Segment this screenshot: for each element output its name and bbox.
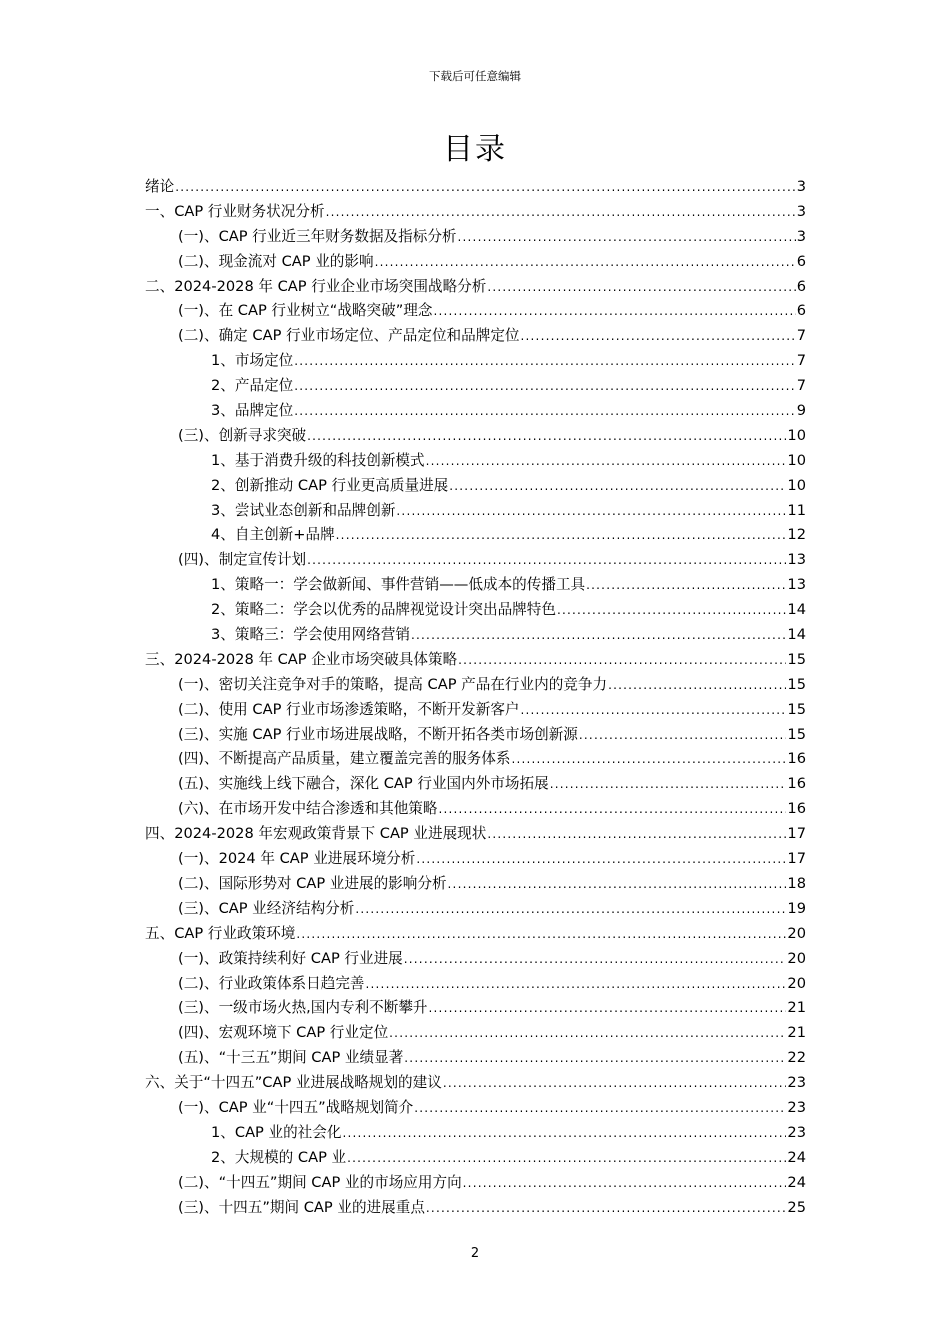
toc-leader-dots	[296, 923, 786, 945]
toc-entry-title: (二)、行业政策体系日趋完善	[178, 974, 365, 992]
toc-leader-dots	[487, 276, 795, 298]
toc-leader-dots	[449, 475, 786, 497]
toc-entry-page: 25	[787, 1198, 806, 1216]
toc-leader-dots	[366, 973, 787, 995]
toc-entry-page: 20	[787, 974, 806, 992]
toc-entry-page: 6	[796, 302, 806, 320]
toc-entry-title: 1、基于消费升级的科技创新模式	[211, 451, 425, 469]
toc-leader-dots	[347, 1147, 786, 1169]
toc-entry[interactable]	[145, 649, 806, 674]
toc-entry-page: 3	[796, 227, 806, 245]
toc-entry-page: 20	[787, 949, 806, 967]
toc-entry[interactable]	[145, 500, 806, 525]
toc-entry[interactable]	[145, 898, 806, 923]
toc-entry[interactable]	[145, 375, 806, 400]
toc-entry-title: 2、创新推动 CAP 行业更高质量进展	[211, 476, 449, 494]
toc-entry-title: (二)、确定 CAP 行业市场定位、产品定位和品牌定位	[178, 327, 520, 345]
toc-leader-dots	[336, 524, 787, 546]
toc-leader-dots	[307, 549, 786, 571]
page-header: 下载后可任意编辑	[429, 69, 521, 83]
toc-entry-page: 15	[787, 675, 806, 693]
toc-entry-page: 21	[787, 1024, 806, 1042]
toc-leader-dots	[521, 325, 796, 347]
toc-leader-dots	[521, 699, 787, 721]
toc-leader-dots	[396, 500, 786, 522]
toc-entry-page: 20	[787, 924, 806, 942]
toc-entry[interactable]	[145, 226, 806, 251]
toc-leader-dots	[433, 300, 795, 322]
toc-entry[interactable]	[145, 1047, 806, 1072]
toc-entry[interactable]	[145, 773, 806, 798]
toc-entry[interactable]	[145, 325, 806, 350]
toc-entry-page: 23	[787, 1098, 806, 1116]
toc-entry-title: (三)、实施 CAP 行业市场进展战略，不断开拓各类市场创新源	[178, 725, 578, 743]
toc-leader-dots	[448, 873, 787, 895]
toc-entry-title: 3、尝试业态创新和品牌创新	[211, 501, 396, 519]
toc-entry-page: 15	[787, 650, 806, 668]
toc-entry[interactable]	[145, 425, 806, 450]
toc-entry[interactable]	[145, 574, 806, 599]
toc-entry-title: (一)、政策持续利好 CAP 行业进展	[178, 949, 403, 967]
toc-entry[interactable]	[145, 699, 806, 724]
toc-leader-dots	[463, 1172, 787, 1194]
toc-entry[interactable]	[145, 923, 806, 948]
toc-entry[interactable]	[145, 400, 806, 425]
toc-entry-title: 六、关于“十四五”CAP 业进展战略规划的建议	[145, 1074, 442, 1092]
toc-entry-title: (三)、一级市场火热,国内专利不断攀升	[178, 999, 428, 1017]
toc-entry[interactable]	[145, 624, 806, 649]
toc-entry-title: 2、产品定位	[211, 377, 294, 395]
toc-entry[interactable]	[145, 549, 806, 574]
toc-entry-page: 7	[796, 352, 806, 370]
toc-entry-page: 22	[787, 1049, 806, 1067]
toc-entry[interactable]	[145, 724, 806, 749]
toc-entry-title: (一)、CAP 行业近三年财务数据及指标分析	[178, 227, 457, 245]
toc-entry-title: (一)、2024 年 CAP 业进展环境分析	[178, 850, 416, 868]
toc-entry[interactable]	[145, 1147, 806, 1172]
toc-entry-page: 7	[796, 377, 806, 395]
toc-leader-dots	[458, 649, 786, 671]
toc-leader-dots	[511, 748, 786, 770]
page-number: 2	[470, 1246, 480, 1261]
toc-entry-page: 16	[787, 775, 806, 793]
toc-leader-dots	[294, 375, 795, 397]
toc-leader-dots	[579, 724, 787, 746]
toc-entry-title: 1、市场定位	[211, 352, 294, 370]
toc-entry[interactable]	[145, 873, 806, 898]
toc-leader-dots	[294, 350, 795, 372]
toc-title: 目录	[443, 132, 507, 167]
toc-entry-page: 14	[787, 626, 806, 644]
toc-entry-page: 13	[787, 551, 806, 569]
toc-leader-dots	[411, 624, 786, 646]
toc-entry-page: 6	[796, 252, 806, 270]
table-of-contents	[145, 176, 806, 1221]
toc-leader-dots	[443, 1072, 787, 1094]
toc-entry-title: 绪论	[145, 178, 175, 195]
toc-leader-dots	[375, 251, 796, 273]
toc-leader-dots	[175, 176, 796, 198]
toc-entry-page: 16	[787, 750, 806, 768]
toc-entry[interactable]	[145, 848, 806, 873]
toc-entry-page: 3	[796, 202, 806, 220]
toc-entry[interactable]	[145, 599, 806, 624]
toc-leader-dots	[586, 574, 786, 596]
toc-entry-title: (四)、制定宣传计划	[178, 551, 307, 569]
toc-entry[interactable]	[145, 1072, 806, 1097]
toc-entry-title: (三)、CAP 业经济结构分析	[178, 899, 355, 917]
toc-entry-title: (四)、不断提高产品质量，建立覆盖完善的服务体系	[178, 750, 511, 768]
toc-entry-title: 二、2024-2028 年 CAP 行业企业市场突围战略分析	[145, 277, 487, 295]
toc-leader-dots	[307, 425, 786, 447]
toc-entry-page: 10	[787, 426, 806, 444]
toc-entry-title: 四、2024-2028 年宏观政策背景下 CAP 业进展现状	[145, 825, 487, 843]
toc-entry[interactable]	[145, 450, 806, 475]
toc-leader-dots	[438, 798, 786, 820]
toc-entry[interactable]	[145, 973, 806, 998]
toc-entry[interactable]	[145, 1097, 806, 1122]
toc-entry[interactable]	[145, 823, 806, 848]
toc-entry[interactable]	[145, 276, 806, 301]
toc-entry-page: 18	[787, 874, 806, 892]
toc-entry-page: 3	[796, 178, 806, 195]
toc-entry-page: 15	[787, 725, 806, 743]
toc-entry-title: (五)、实施线上线下融合，深化 CAP 行业国内外市场拓展	[178, 775, 549, 793]
toc-entry-page: 24	[787, 1148, 806, 1166]
toc-entry-title: (六)、在市场开发中结合渗透和其他策略	[178, 800, 438, 818]
toc-entry-page: 6	[796, 277, 806, 295]
toc-leader-dots	[426, 450, 787, 472]
toc-entry[interactable]	[145, 997, 806, 1022]
toc-entry-page: 17	[787, 850, 806, 868]
toc-leader-dots	[294, 400, 795, 422]
toc-leader-dots	[487, 823, 786, 845]
toc-entry-page: 15	[787, 700, 806, 718]
toc-leader-dots	[404, 1047, 786, 1069]
toc-entry-title: (二)、“十四五”期间 CAP 业的市场应用方向	[178, 1173, 462, 1191]
toc-entry-title: 2、策略二：学会以优秀的品牌视觉设计突出品牌特色	[211, 601, 556, 619]
toc-entry-title: 一、CAP 行业财务状况分析	[145, 202, 325, 220]
toc-entry-title: 三、2024-2028 年 CAP 企业市场突破具体策略	[145, 650, 458, 668]
toc-entry-title: 4、自主创新+品牌	[211, 526, 335, 544]
toc-entry-page: 12	[787, 526, 806, 544]
toc-leader-dots	[429, 997, 787, 1019]
toc-entry-page: 10	[787, 451, 806, 469]
toc-leader-dots	[404, 948, 787, 970]
toc-entry[interactable]	[145, 350, 806, 375]
toc-leader-dots	[550, 773, 787, 795]
toc-entry-page: 19	[787, 899, 806, 917]
toc-leader-dots	[342, 1122, 786, 1144]
toc-entry-title: (四)、宏观环境下 CAP 行业定位	[178, 1024, 389, 1042]
toc-entry[interactable]	[145, 1022, 806, 1047]
toc-entry-page: 24	[787, 1173, 806, 1191]
toc-leader-dots	[414, 1097, 786, 1119]
toc-entry[interactable]	[145, 524, 806, 549]
toc-entry-title: (二)、使用 CAP 行业市场渗透策略，不断开发新客户	[178, 700, 520, 718]
toc-entry-page: 11	[787, 501, 806, 519]
toc-entry-page: 23	[787, 1123, 806, 1141]
toc-entry-title: 3、策略三：学会使用网络营销	[211, 626, 411, 644]
toc-entry-page: 14	[787, 601, 806, 619]
toc-entry[interactable]	[145, 674, 806, 699]
toc-entry[interactable]	[145, 948, 806, 973]
toc-entry[interactable]	[145, 1122, 806, 1147]
toc-leader-dots	[389, 1022, 786, 1044]
toc-entry-title: (一)、在 CAP 行业树立“战略突破”理念	[178, 302, 433, 320]
toc-entry-title: (一)、CAP 业“十四五”战略规划简介	[178, 1098, 414, 1116]
toc-entry[interactable]	[145, 798, 806, 823]
toc-entry[interactable]	[145, 748, 806, 773]
toc-entry-title: (三)、十四五”期间 CAP 业的进展重点	[178, 1198, 425, 1216]
toc-leader-dots	[326, 201, 796, 223]
toc-entry[interactable]	[145, 251, 806, 276]
toc-entry[interactable]	[145, 1172, 806, 1197]
toc-entry-page: 9	[796, 402, 806, 420]
toc-entry-page: 17	[787, 825, 806, 843]
toc-entry-title: (二)、国际形势对 CAP 业进展的影响分析	[178, 874, 447, 892]
toc-entry-title: (五)、“十三五”期间 CAP 业绩显著	[178, 1049, 404, 1067]
toc-entry[interactable]	[145, 201, 806, 226]
toc-entry-title: 2、大规模的 CAP 业	[211, 1148, 347, 1166]
toc-leader-dots	[608, 674, 786, 696]
toc-entry-page: 23	[787, 1074, 806, 1092]
toc-entry-title: 五、CAP 行业政策环境	[145, 924, 296, 942]
toc-entry-page: 10	[787, 476, 806, 494]
toc-entry[interactable]	[145, 176, 806, 201]
toc-leader-dots	[426, 1197, 787, 1219]
toc-entry[interactable]	[145, 1197, 806, 1222]
toc-entry-title: (一)、密切关注竞争对手的策略，提高 CAP 产品在行业内的竞争力	[178, 675, 608, 693]
toc-leader-dots	[557, 599, 786, 621]
toc-leader-dots	[355, 898, 786, 920]
toc-entry-title: (二)、现金流对 CAP 业的影响	[178, 252, 374, 270]
toc-entry-title: 1、CAP 业的社会化	[211, 1123, 342, 1141]
toc-entry-page: 13	[787, 576, 806, 594]
toc-entry-page: 16	[787, 800, 806, 818]
toc-leader-dots	[416, 848, 786, 870]
toc-entry-title: 1、策略一：学会做新闻、事件营销——低成本的传播工具	[211, 576, 586, 594]
toc-entry-page: 21	[787, 999, 806, 1017]
toc-entry-title: 3、品牌定位	[211, 402, 294, 420]
toc-entry[interactable]	[145, 300, 806, 325]
toc-entry[interactable]	[145, 475, 806, 500]
toc-entry-title: (三)、创新寻求突破	[178, 426, 307, 444]
toc-leader-dots	[458, 226, 796, 248]
toc-entry-page: 7	[796, 327, 806, 345]
